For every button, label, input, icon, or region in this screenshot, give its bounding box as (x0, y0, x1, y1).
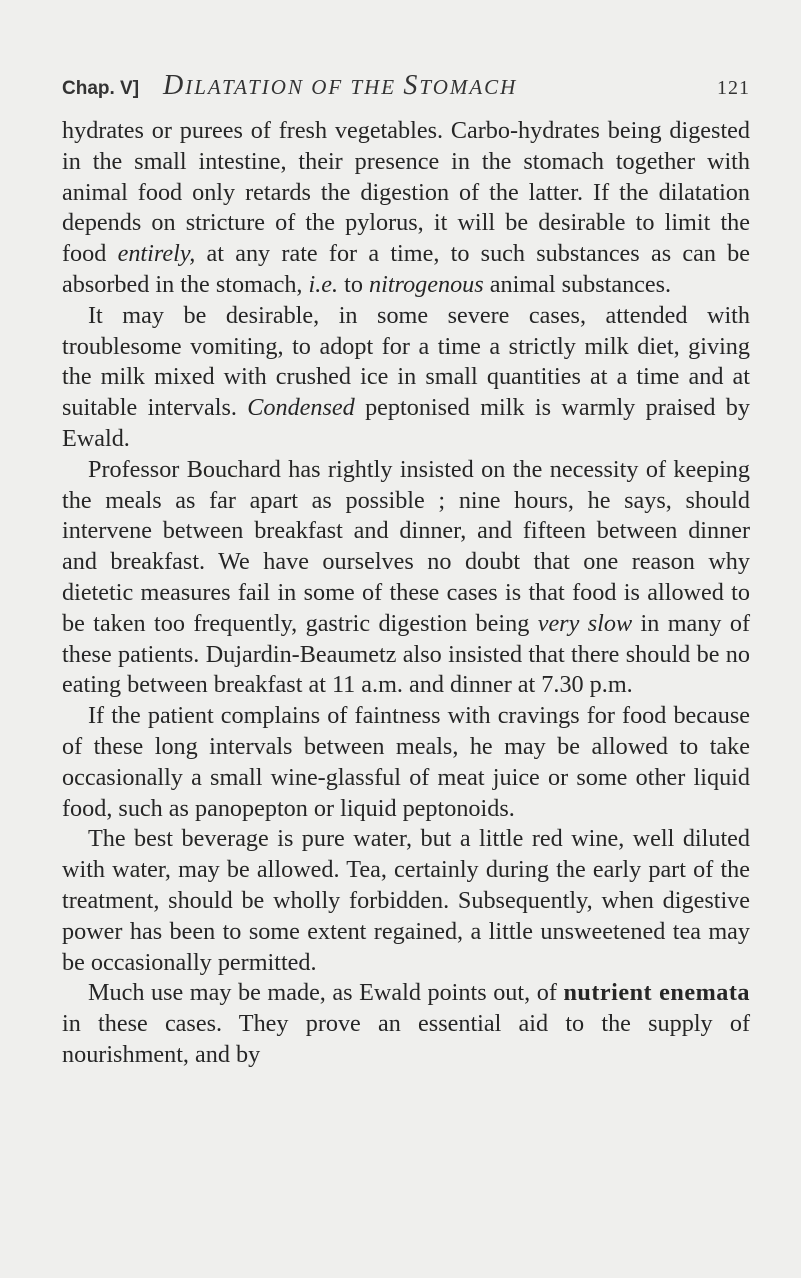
title-initial-2: S (403, 70, 420, 101)
body-text (62, 116, 750, 1071)
paragraph (62, 455, 750, 701)
bold-term: nutrient enemata (563, 979, 750, 1007)
text-run: in these cases. They prove an essential aid to the supply of nourishment, and by (62, 1010, 750, 1068)
page-number: 121 (717, 77, 750, 99)
text-run: to (338, 270, 370, 298)
paragraph (62, 116, 750, 301)
text-run: animal substances. (483, 270, 672, 298)
text-run: If the patient complains of faintness with cravings for food because of these long intervals between meals, he may be allowed to take occasionally a small wine-glassful of meat juice or some other liquid food, such as panopepton or liquid peptonoids. (62, 702, 750, 822)
title-initial-1: D (163, 70, 186, 101)
book-page (62, 70, 750, 1071)
text-run: The best beverage is pure water, but a little red wine, well diluted with water, may be allowed. Tea, certainly during the early part of the treatment, should be wholly forbidden. Subsequently, when digestive power has been to some extent regained, a little unsweetened tea may be occasionally permitted. (62, 825, 750, 976)
italic-text: nitrogenous (369, 270, 484, 298)
paragraph (62, 978, 750, 1070)
italic-text: entirely, (117, 240, 196, 268)
title-rest-1: ILATATION OF THE (185, 75, 404, 99)
italic-text: very slow (537, 609, 633, 637)
text-run: Professor Bouchard has rightly insisted on the necessity of keeping the meals as far apart as possible ; nine hours, he says, should intervene between breakfast and dinner, and fifteen between dinner and breakfast. We have ourselves no doubt that one reason why dietetic measures fail in some of these cases is that food is allowed to be taken too frequently, gastric digestion being (62, 455, 750, 637)
text-run: in many of these patients. Dujardin-Beaumetz also insisted that there should be no eating between breakfast at 11 a.m. and dinner at 7.30 p.m. (62, 609, 750, 699)
chapter-label: Chap. V] (62, 78, 140, 99)
italic-text: Condensed (247, 394, 355, 422)
text-run: hydrates or purees of fresh vegetables. Carbo-hydrates being digested in the small intestine, their presence in the stomach together with animal food only retards the digestion of the latter. If the dilatation depends on stricture of the pylorus, it will be desirable to limit the food (62, 117, 750, 268)
running-title (157, 70, 717, 102)
text-run: It may be desirable, in some severe cases, attended with troublesome vomiting, to adopt for a time a strictly milk diet, giving the milk mixed with crushed ice in small quantities at a time and at suitable intervals. (62, 301, 750, 422)
paragraph (62, 824, 750, 978)
title-rest-2: TOMACH (419, 75, 518, 99)
paragraph (62, 701, 750, 824)
running-header (62, 70, 750, 110)
italic-text: i.e. (308, 270, 339, 298)
text-run: peptonised milk is warmly praised by Ewald. (62, 394, 750, 452)
paragraph (62, 301, 750, 455)
text-run: at any rate for a time, to such substances as can be absorbed in the stomach, (62, 240, 750, 298)
text-run: Much use may be made, as Ewald points out, of (88, 979, 564, 1007)
